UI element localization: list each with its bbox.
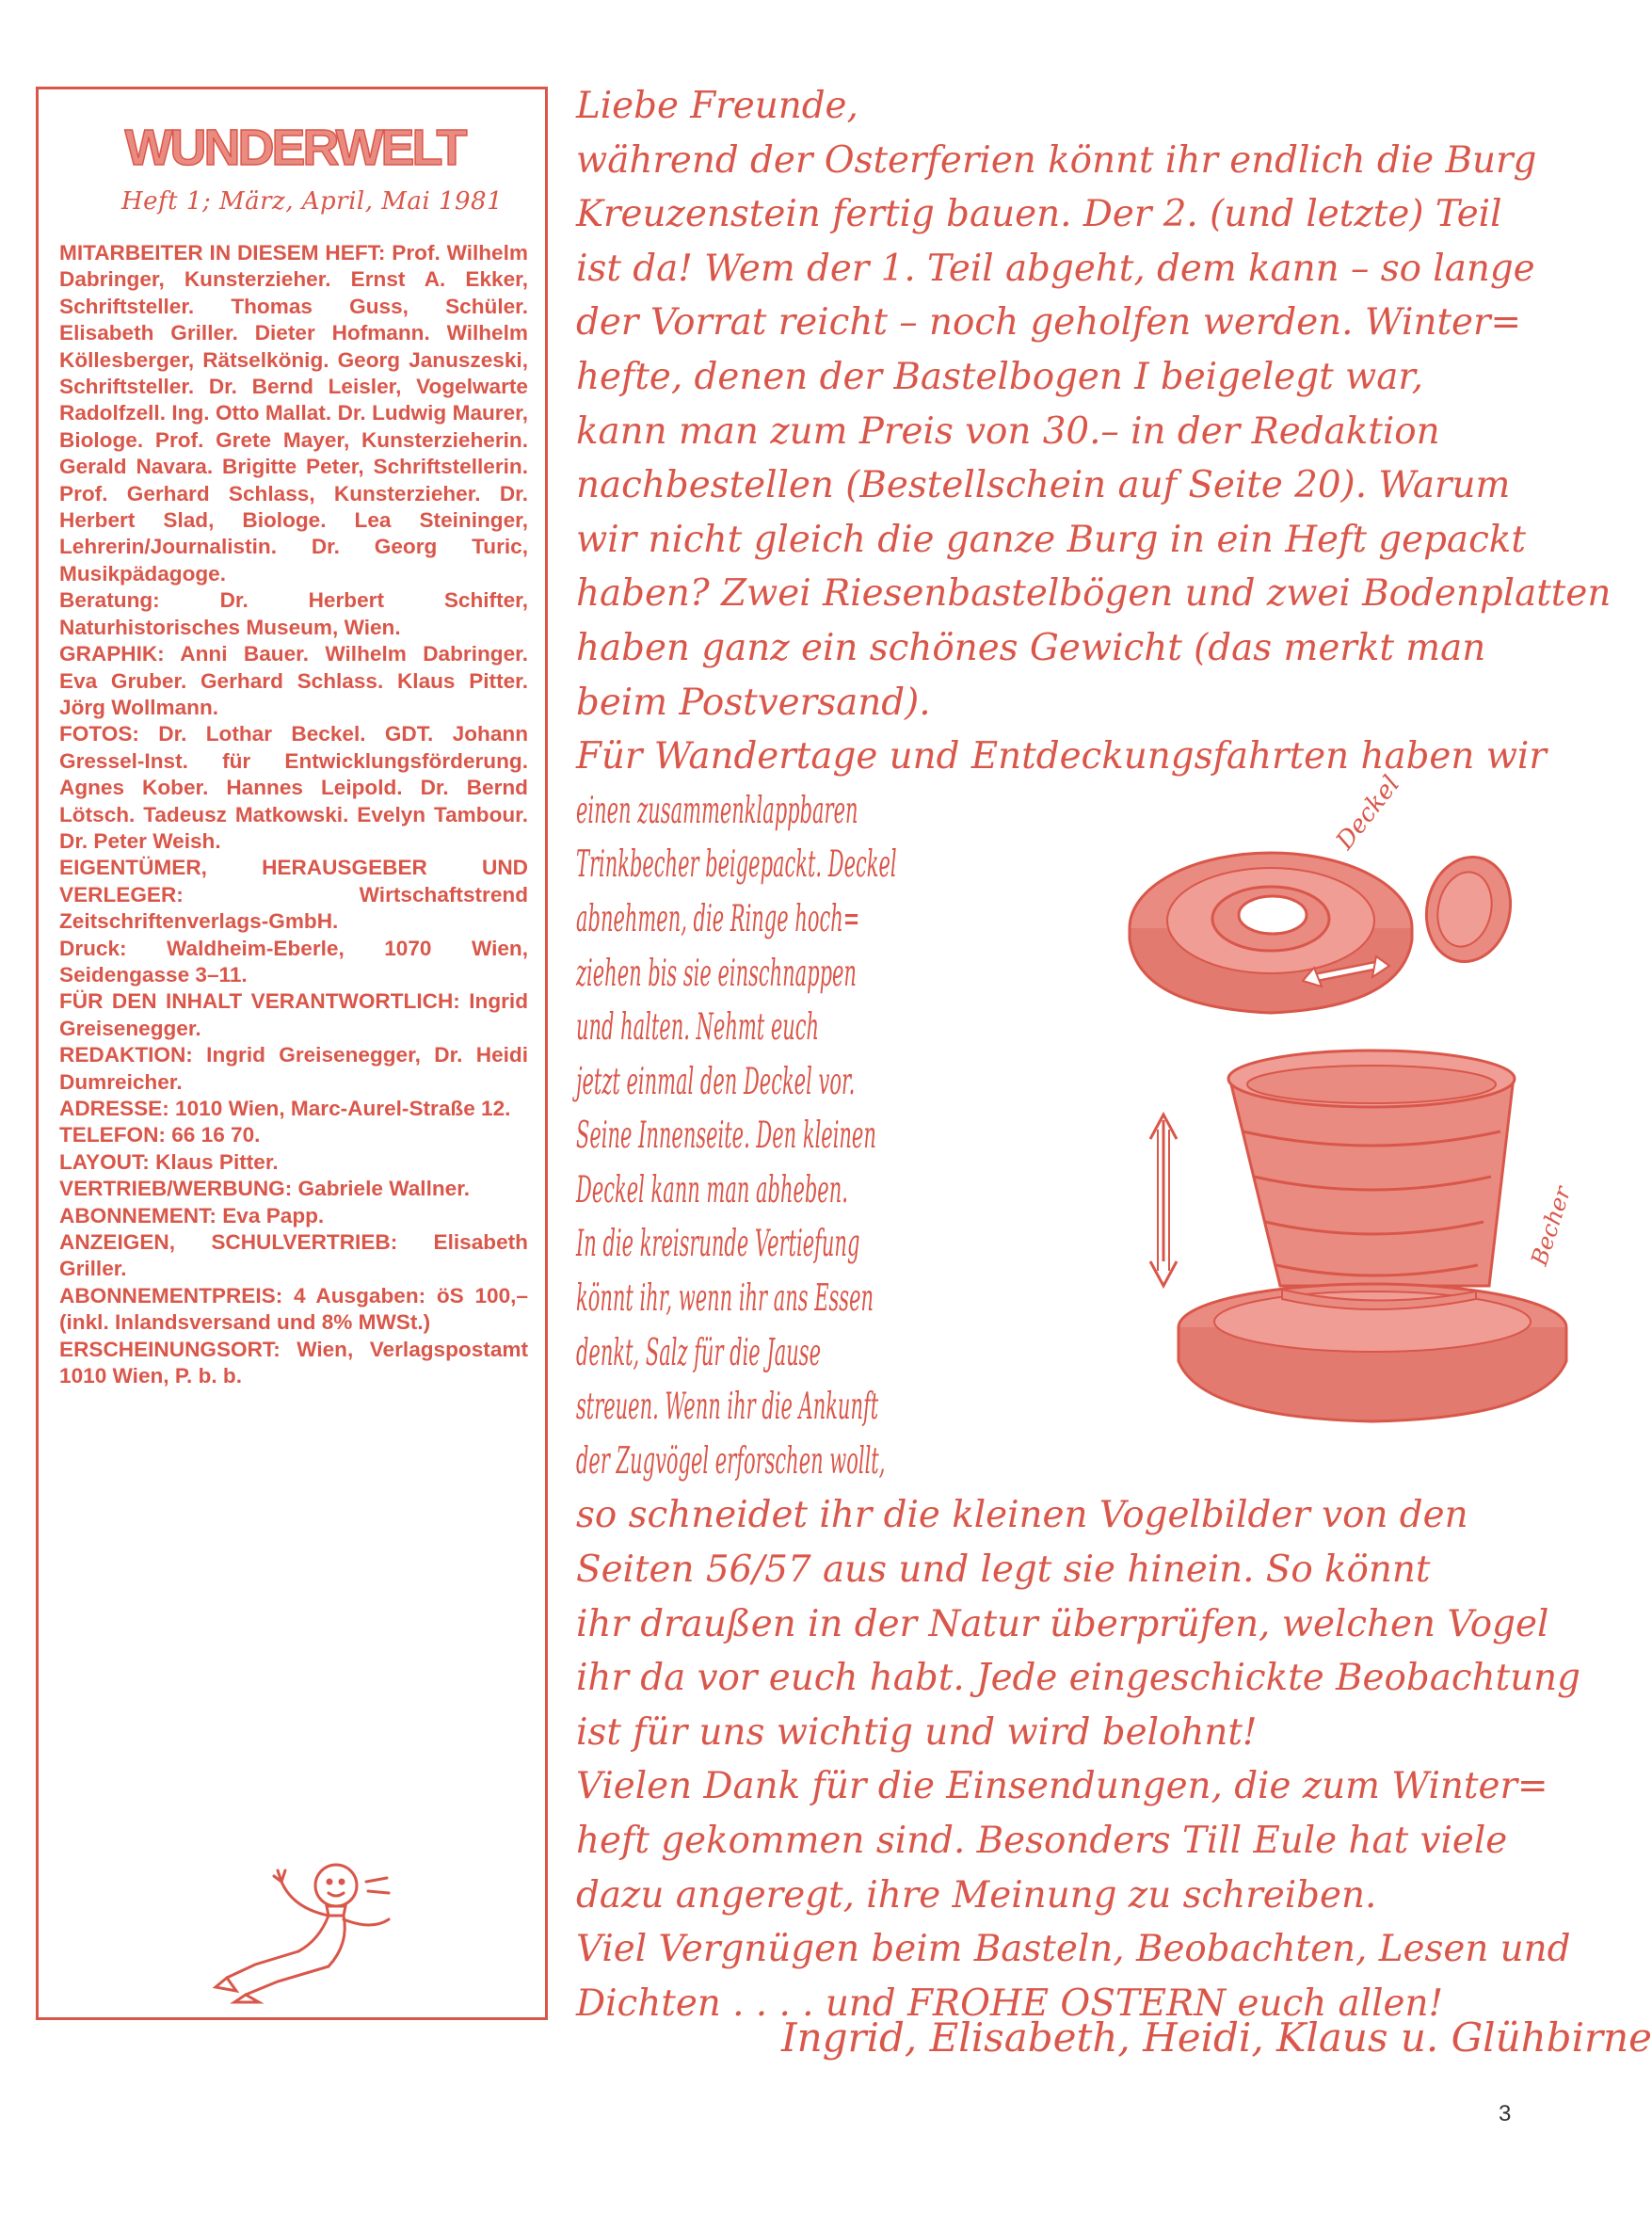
letter-line: kann man zum Preis von 30.– in der Redaktion [576, 409, 1440, 453]
page-number: 3 [1499, 2101, 1512, 2126]
letter-line: Für Wandertage und Entdeckungsfahrten haben wir [576, 735, 1547, 778]
letter-line: ihr da vor euch habt. Jede eingeschickte Beobachtung [576, 1657, 1581, 1700]
issue-line: Heft 1; März, April, Mai 1981 [121, 187, 504, 216]
cup-illustration [1126, 1045, 1577, 1431]
letter-line: jetzt einmal den Deckel vor. [576, 1060, 856, 1103]
credit-entry: ABONNEMENT: Eva Papp. [59, 1203, 325, 1227]
cup-label: Becher [1526, 1183, 1577, 1269]
letter-line: der Zugvögel erforschen wollt, [576, 1439, 886, 1483]
signature: Ingrid, Elisabeth, Heidi, Klaus u. Glühbirne [781, 2014, 1652, 2061]
letter-line: abnehmen, die Ringe hoch= [576, 897, 860, 940]
letter-line: so schneidet ihr die kleinen Vogelbilder von den [576, 1494, 1468, 1537]
letter-line: dazu angeregt, ihre Meinung zu schreiben. [576, 1873, 1377, 1917]
lid-illustration [1130, 770, 1544, 1024]
letter-line: haben ganz ein schönes Gewicht (das merkt man [576, 626, 1486, 669]
credit-entry: REDAKTION: Ingrid Greisenegger, Dr. Heidi Dumreicher. [59, 1043, 528, 1094]
letter-line: ist da! Wem der 1. Teil abgeht, dem kann – so lange [576, 247, 1535, 290]
credit-entry: ABONNEMENTPREIS: 4 Ausgaben: öS 100,– (inkl. Inlandsversand und 8% MWSt.) [59, 1283, 528, 1335]
credit-entry: ADRESSE: 1010 Wien, Marc-Aurel-Straße 12. [59, 1097, 511, 1120]
credit-entry: FOTOS: Dr. Lothar Beckel. GDT. Johann Gressel-Inst. für Entwicklungsförderung. Agnes Kober. Hannes Leipold. Dr. Bernd Lötsch. Tadeusz Matkowski. Evelyn Tambour. Dr. Peter Weish. [59, 722, 528, 853]
credit-entry: VERTRIEB/WERBUNG: Gabriele Wallner. [59, 1177, 471, 1201]
letter-line: Kreuzenstein fertig bauen. Der 2. (und letzte) Teil [576, 193, 1502, 236]
letter-line: beim Postversand). [576, 681, 931, 724]
lightbulb-mascot-illustration [187, 1853, 441, 2004]
letter-line: könnt ihr, wenn ihr ans Essen [576, 1277, 874, 1321]
credit-entry: EIGENTÜMER, HERAUSGEBER UND VERLEGER: Wirtschaftstrend Zeitschriftenverlags-GmbH. [59, 856, 528, 934]
credit-entry: MITARBEITER IN DIESEM HEFT: Prof. Wilhelm Dabringer, Kunsterzieher. Ernst A. Ekker, Schriftsteller. Thomas Guss, Schüler. Elisabeth Griller. Dieter Hofmann. Wilhelm Köllesberger, Rätselkönig. Georg Januszeski, Schriftsteller. Dr. Bernd Leisler, Vogelwarte Radolfzell. Ing. Otto Mallat. Dr. Ludwig Maurer, Biologe. Prof. Grete Mayer, Kunsterzieherin. Gerald Navara. Brigitte Peter, Schriftstellerin. Prof. Gerhard Schlass, Kunsterzieher. Dr. Herbert Slad, Biologe. Lea Steininger, Lehrerin/Journalistin. Dr. Georg Turic, Musikpädagoge. [59, 241, 528, 586]
credit-entry: Beratung: Dr. Herbert Schifter, Naturhistorisches Museum, Wien. [59, 588, 528, 639]
letter-line: Trinkbecher beigepackt. Deckel [576, 843, 897, 887]
letter-line: und halten. Nehmt euch [576, 1006, 820, 1050]
letter-line: ihr draußen in der Natur überprüfen, welchen Vogel [576, 1602, 1549, 1645]
credit-entry: ANZEIGEN, SCHULVERTRIEB: Elisabeth Griller. [59, 1230, 528, 1281]
letter-line: Dichten . . . . und FROHE OSTERN euch allen! [576, 1981, 1444, 2025]
credit-entry: TELEFON: 66 16 70. [59, 1123, 261, 1147]
letter-line: Viel Vergnügen beim Basteln, Beobachten, Lesen und [576, 1928, 1571, 1971]
letter-line: nachbestellen (Bestellschein auf Seite 20). Warum [576, 464, 1511, 507]
credit-entry: LAYOUT: Klaus Pitter. [59, 1149, 279, 1174]
credit-entry: ERSCHEINUNGSORT: Wien, Verlagspostamt 1010 Wien, P. b. b. [59, 1337, 528, 1388]
letter-line: haben? Zwei Riesenbastelbögen und zwei Bodenplatten [576, 572, 1612, 616]
letter-line: heft gekommen sind. Besonders Till Eule hat viele [576, 1820, 1508, 1862]
letter-line: Seine Innenseite. Den kleinen [576, 1115, 876, 1158]
letter-line: ist für uns wichtig und wird belohnt! [576, 1710, 1258, 1754]
letter-line: wir nicht gleich die ganze Burg in ein Heft gepackt [576, 518, 1526, 561]
letter-line: streuen. Wenn ihr die Ankunft [576, 1386, 879, 1429]
credit-entry: Druck: Waldheim-Eberle, 1070 Wien, Seidengasse 3–11. [59, 936, 528, 987]
letter-line: Seiten 56/57 aus und legt sie hinein. So könnt [576, 1548, 1431, 1592]
letter-line: denkt, Salz für die Jause [576, 1331, 821, 1374]
logo-text: WUNDERWELT [124, 120, 465, 176]
credits-list [59, 240, 528, 1389]
masthead-box [36, 87, 548, 2020]
letter-line: In die kreisrunde Vertiefung [576, 1223, 860, 1266]
credit-entry: GRAPHIK: Anni Bauer. Wilhelm Dabringer. Eva Gruber. Gerhard Schlass. Klaus Pitter. Jörg Wollmann. [59, 642, 528, 719]
letter-line: während der Osterferien könnt ihr endlich die Burg [576, 138, 1537, 182]
credit-entry: FÜR DEN INHALT VERANTWORTLICH: Ingrid Greisenegger. [59, 989, 528, 1040]
letter-line: hefte, denen der Bastelbogen I beigelegt war, [576, 355, 1424, 398]
letter-line: ziehen bis sie einschnappen [576, 952, 857, 995]
letter-line: Deckel kann man abheben. [576, 1168, 848, 1211]
lid-label: Deckel [1330, 770, 1406, 856]
letter-line: Vielen Dank für die Einsendungen, die zum Winter= [576, 1765, 1548, 1808]
letter-line: der Vorrat reicht – noch geholfen werden. Winter= [576, 301, 1522, 345]
letter-line: Liebe Freunde, [576, 85, 858, 127]
wunderwelt-logo [118, 116, 472, 178]
letter-line: einen zusammenklappbaren [576, 789, 858, 832]
